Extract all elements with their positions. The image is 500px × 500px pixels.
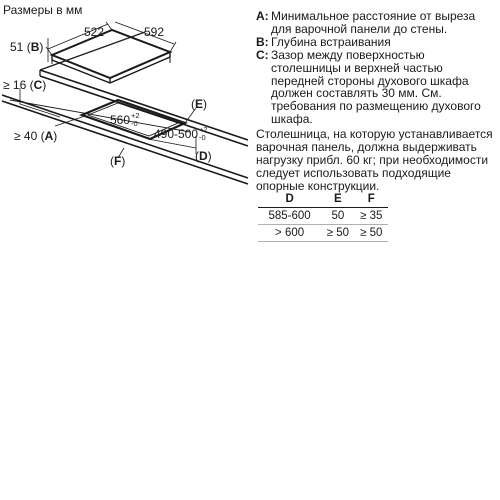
- installation-diagram: [0, 0, 250, 220]
- table-header-row: [258, 192, 388, 208]
- dim-cutout-depth-tol-plus: +2: [199, 125, 208, 134]
- units-header: Размеры в мм: [3, 3, 83, 17]
- table-cell: 585-600: [258, 208, 321, 225]
- load-capacity-note: Столешница, на которую устанавливается варочная панель, должна выдерживать нагрузку прибл. 60 кг; при необходимости следует использовать подходящие опорные конструкции.: [256, 127, 493, 193]
- note-text: Глубина встраивания: [271, 34, 391, 49]
- dim-cutout-width-label: 560: [110, 113, 131, 127]
- note-c: [256, 49, 496, 126]
- note-b: [256, 36, 496, 49]
- table-row: [258, 208, 388, 225]
- dim-depth-label: 522: [84, 25, 105, 39]
- dim-e-label: (E): [191, 97, 208, 111]
- table-header: E: [321, 192, 354, 208]
- dimension-table: [258, 192, 388, 242]
- notes-list: [256, 10, 496, 126]
- dim-f-label: (F): [110, 154, 126, 168]
- dim-cutout-width-tol-minus: -0: [131, 119, 138, 128]
- table-cell: ≥ 50: [355, 225, 388, 242]
- table-header: D: [258, 192, 321, 208]
- dim-depth-ext-b: [106, 22, 112, 30]
- dim-height-label: 51 (B): [10, 40, 44, 54]
- dim-cutout-depth-label: 490-500: [154, 127, 199, 141]
- table-cell: ≥ 35: [355, 208, 388, 225]
- table-row: [258, 225, 388, 242]
- dim-cutout-width-tol-plus: +2: [131, 111, 140, 120]
- worktop-gap-dim-b: [20, 104, 60, 117]
- table-cell: > 600: [258, 225, 321, 242]
- dim-front-label: ≥ 40 (A): [14, 129, 58, 143]
- worktop-upper-front: [40, 70, 248, 140]
- note-a: [256, 10, 496, 36]
- table-cell: ≥ 50: [321, 225, 354, 242]
- dim-d-label: (D): [195, 149, 212, 163]
- note-text: Минимальное расстояние от выреза для варочной панели до стены.: [271, 9, 476, 36]
- dim-width-label: 592: [144, 25, 165, 39]
- table-header: F: [355, 192, 388, 208]
- dim-gap-label: ≥ 16 (C): [3, 78, 47, 92]
- table-cell: 50: [321, 208, 354, 225]
- note-letter: A:: [256, 9, 269, 23]
- note-letter: C:: [256, 47, 269, 62]
- note-text: Зазор между поверхностью столешницы и верхней частью передней стороны духового шкафа должен составлять 30 мм. См. требования по размещению духового шкафа.: [271, 47, 481, 127]
- dim-cutout-depth-tol-minus: -0: [199, 133, 206, 142]
- note-letter: B:: [256, 34, 269, 49]
